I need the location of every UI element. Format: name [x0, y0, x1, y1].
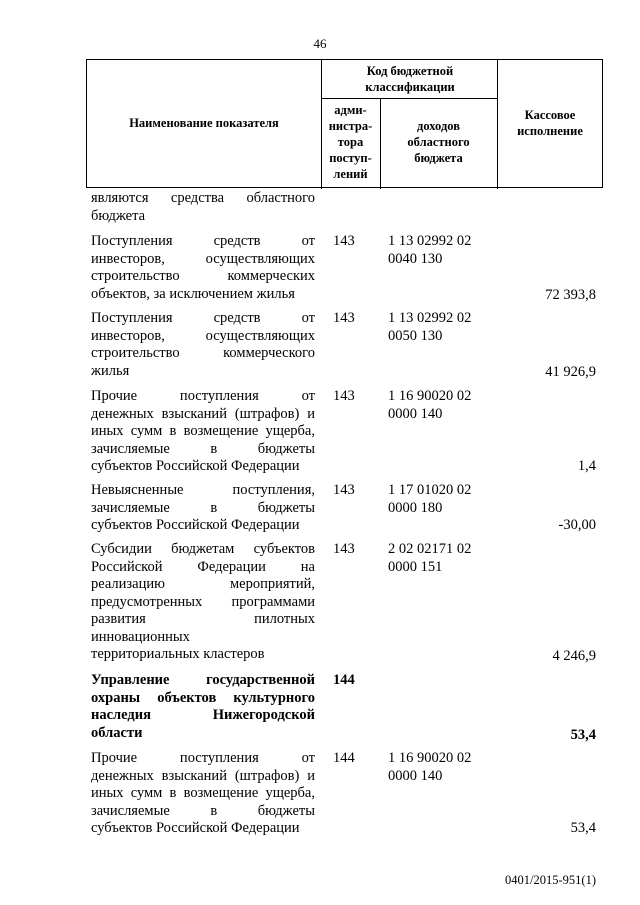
header-amount-col: Кассовое исполнение — [517, 108, 583, 138]
header-income-col: доходов областного бюджета — [407, 119, 470, 165]
amount: 53,4 — [570, 727, 596, 743]
amount: 1,4 — [577, 458, 596, 474]
income-code: 1 13 02992 02 0040 130 — [388, 233, 472, 267]
amount: 4 246,9 — [552, 648, 596, 664]
admin-code: 144 — [333, 750, 355, 766]
amount: 53,4 — [570, 820, 596, 836]
income-code: 2 02 02171 02 0000 151 — [388, 541, 472, 575]
indicator-name: Субсидии бюджетам субъектов Российской Федерации на реализацию мероприятий, предусмотренных программами развития пилотных инновационных территориальных кластеров — [91, 541, 315, 662]
page-number: 46 — [313, 36, 327, 51]
indicator-name: Невыясненные поступления, зачисляемые в бюджеты субъектов Российской Федерации — [91, 482, 315, 533]
admin-code: 143 — [333, 482, 355, 498]
header-admin-col: адми- нистра- тора поступ- лений — [328, 103, 373, 181]
income-code: 1 16 90020 02 0000 140 — [388, 750, 472, 784]
admin-code: 143 — [333, 388, 355, 404]
admin-code: 143 — [333, 310, 355, 326]
header-code-group: Код бюджетной классификации — [365, 64, 455, 94]
table-header — [86, 59, 603, 188]
amount: 41 926,9 — [545, 364, 596, 380]
income-code: 1 16 90020 02 0000 140 — [388, 388, 472, 422]
indicator-name: являются средства областного бюджета — [91, 190, 315, 224]
admin-code: 143 — [333, 541, 355, 557]
header-name-col: Наименование показателя — [129, 116, 279, 130]
indicator-name: Поступления средств от инвесторов, осуществляющих строительство коммерческого жилья — [91, 310, 315, 379]
admin-code: 143 — [333, 233, 355, 249]
indicator-name: Поступления средств от инвесторов, осуществляющих строительство коммерческих объектов, за исключением жилья — [91, 233, 315, 302]
indicator-name: Управление государственной охраны объектов культурного наследия Нижегородской области — [91, 672, 315, 741]
amount: -30,00 — [558, 517, 596, 533]
document-number: 0401/2015-951(1) — [505, 873, 596, 887]
indicator-name: Прочие поступления от денежных взысканий (штрафов) и иных сумм в возмещение ущерба, зачисляемые в бюджеты субъектов Российской Федерации — [91, 750, 315, 836]
admin-code: 144 — [333, 672, 355, 688]
amount: 72 393,8 — [545, 287, 596, 303]
income-code: 1 17 01020 02 0000 180 — [388, 482, 472, 516]
income-code: 1 13 02992 02 0050 130 — [388, 310, 472, 344]
indicator-name: Прочие поступления от денежных взысканий (штрафов) и иных сумм в возмещение ущерба, зачисляемые в бюджеты субъектов Российской Федерации — [91, 388, 315, 474]
